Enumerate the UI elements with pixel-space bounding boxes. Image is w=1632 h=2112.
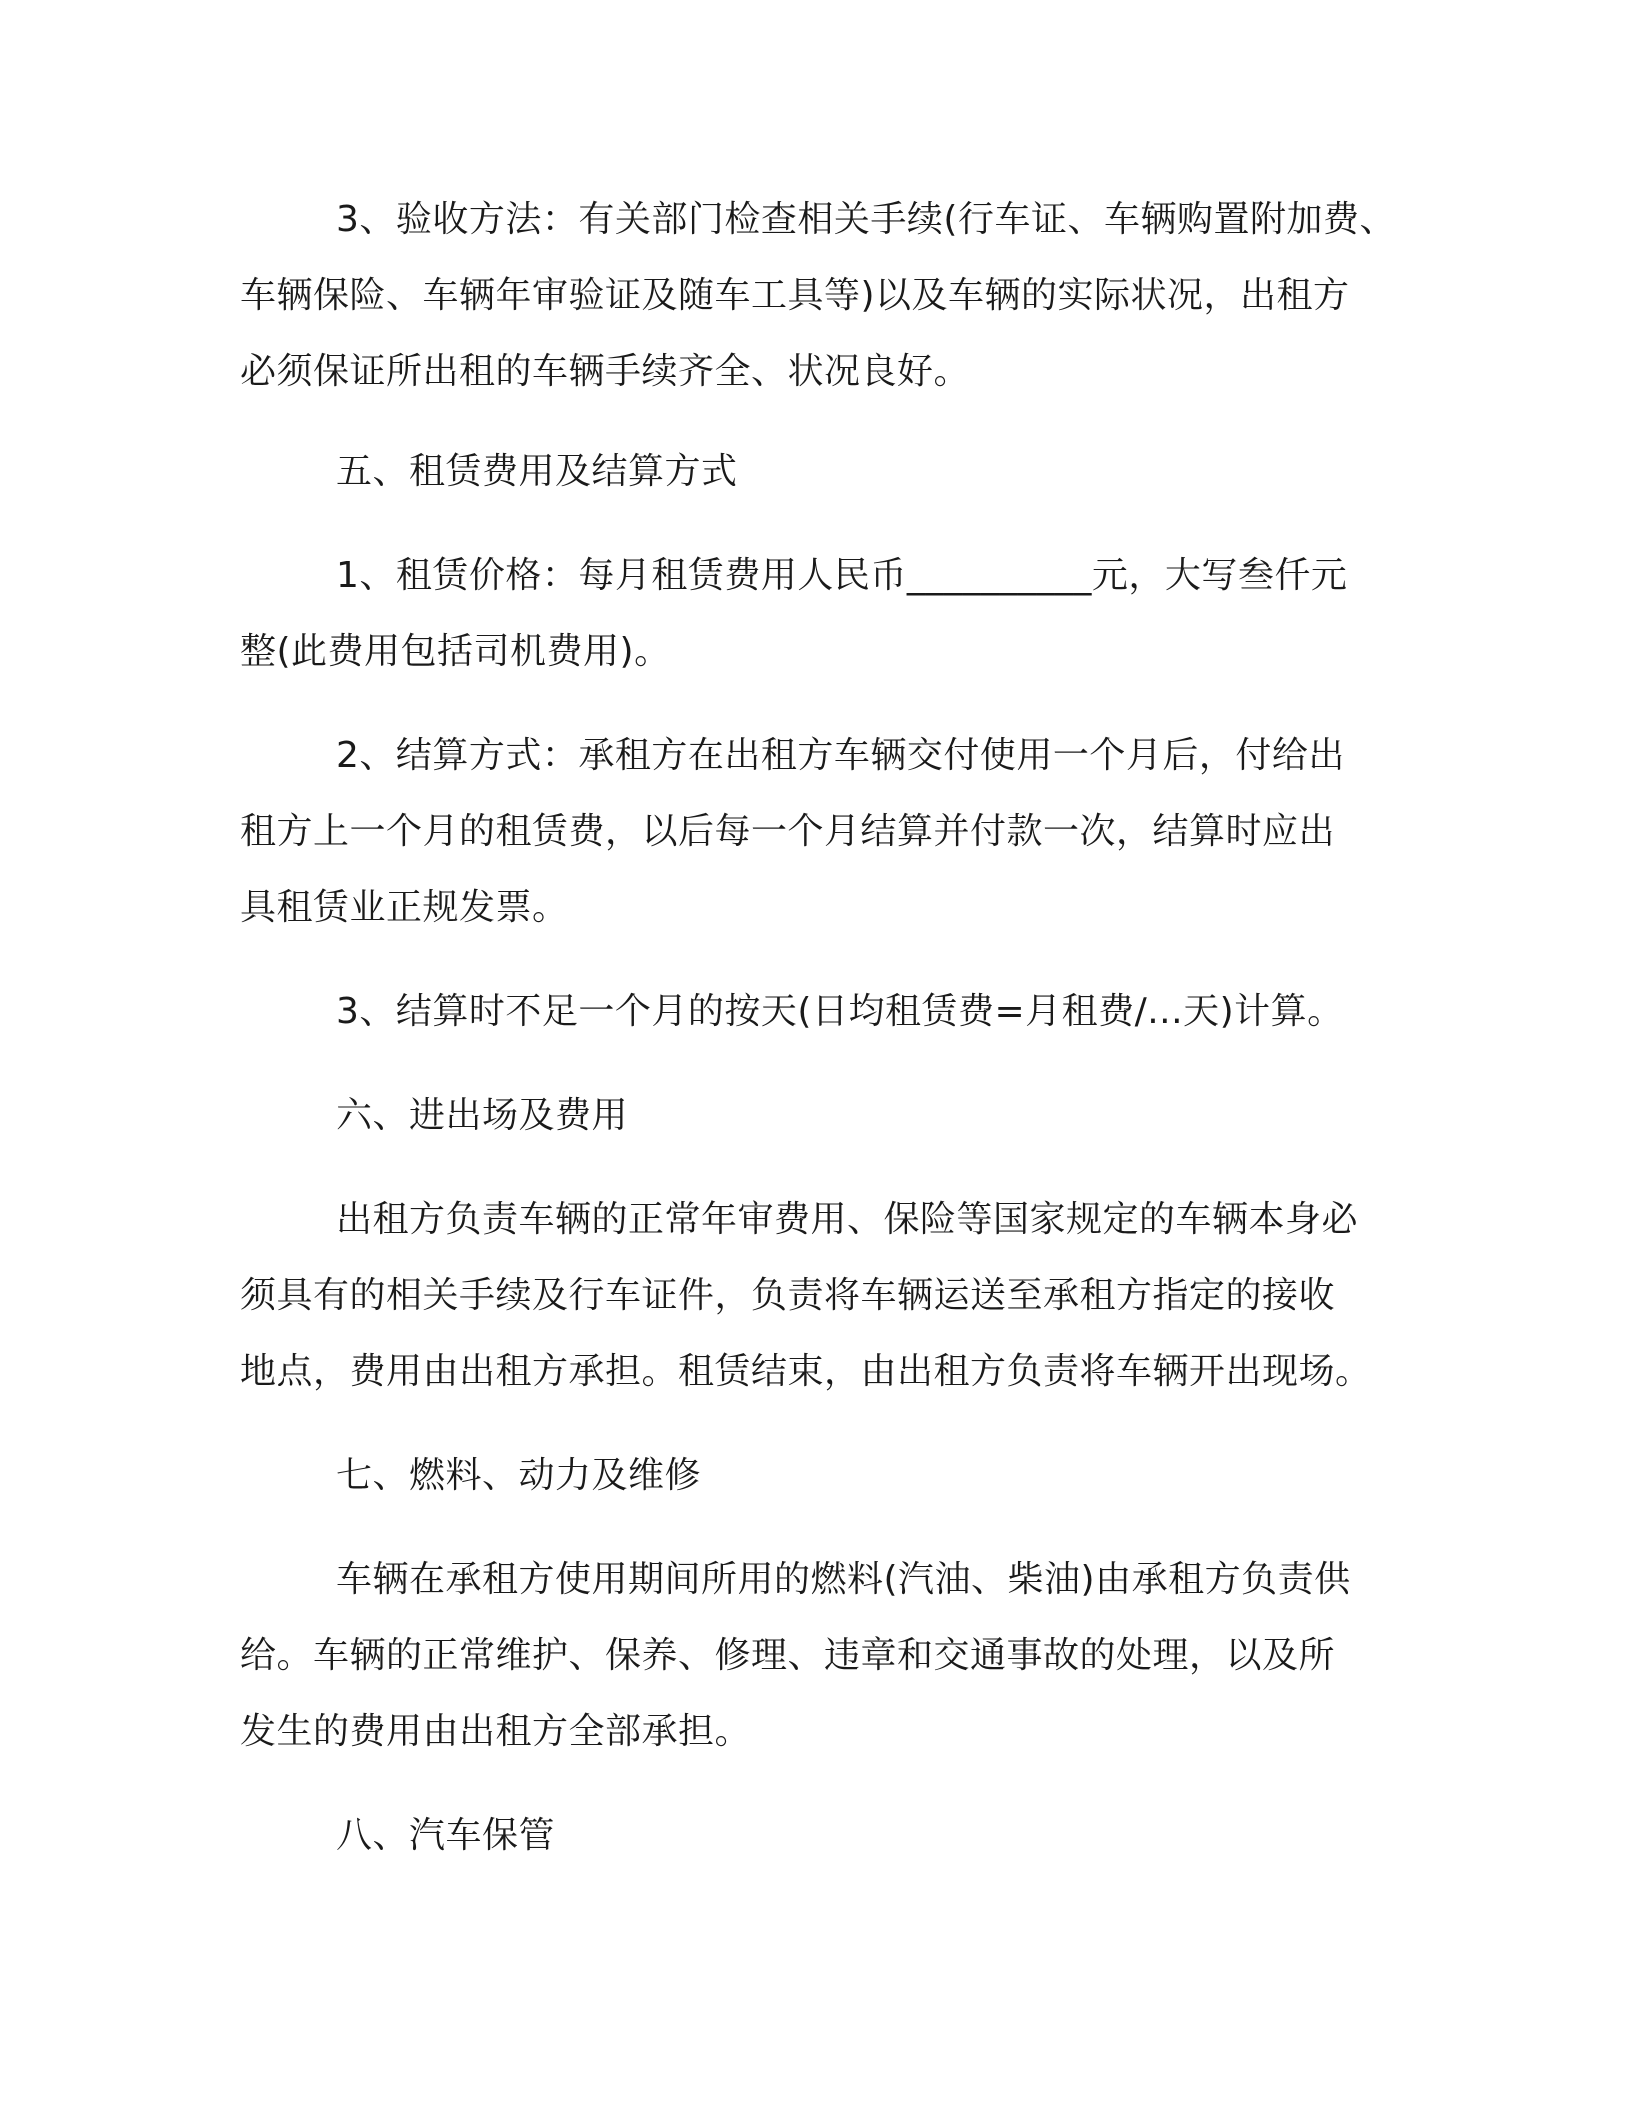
section-heading-7: 七、燃料、动力及维修 — [336, 1455, 702, 1496]
para-entry-exit-line-1: 出租方负责车辆的正常年审费用、保险等国家规定的车辆本身必 — [336, 1199, 1359, 1240]
section-heading-5: 五、租赁费用及结算方式 — [336, 451, 738, 492]
para-fuel-line-1: 车辆在承租方使用期间所用的燃料(汽油、柴油)由承租方负责供 — [336, 1559, 1351, 1600]
para-partial-month: 3、结算时不足一个月的按天(日均租赁费=月租费/...天)计算。 — [336, 991, 1344, 1032]
para-acceptance-line-3: 必须保证所出租的车辆手续齐全、状况良好。 — [240, 351, 971, 392]
para-fuel-line-2: 给。车辆的正常维护、保养、修理、违章和交通事故的处理，以及所 — [240, 1635, 1336, 1676]
para-price-line-2: 整(此费用包括司机费用)。 — [240, 631, 671, 672]
para-settlement-line-1: 2、结算方式：承租方在出租方车辆交付使用一个月后，付给出 — [336, 735, 1345, 776]
section-heading-8: 八、汽车保管 — [336, 1815, 556, 1856]
para-settlement-line-3: 具租赁业正规发票。 — [240, 887, 569, 928]
para-settlement-line-2: 租方上一个月的租赁费，以后每一个月结算并付款一次，结算时应出 — [240, 811, 1336, 852]
section-heading-6: 六、进出场及费用 — [336, 1095, 629, 1136]
para-price-line-1: 1、租赁价格：每月租赁费用人民币__________元，大写叁仟元 — [336, 555, 1348, 596]
para-entry-exit-line-2: 须具有的相关手续及行车证件，负责将车辆运送至承租方指定的接收 — [240, 1275, 1336, 1316]
para-fuel-line-3: 发生的费用由出租方全部承担。 — [240, 1711, 752, 1752]
para-acceptance-line-1: 3、验收方法：有关部门检查相关手续(行车证、车辆购置附加费、 — [336, 199, 1396, 240]
para-acceptance-line-2: 车辆保险、车辆年审验证及随车工具等)以及车辆的实际状况，出租方 — [240, 275, 1350, 316]
para-entry-exit-line-3: 地点，费用由出租方承担。租赁结束，由出租方负责将车辆开出现场。 — [240, 1351, 1372, 1392]
